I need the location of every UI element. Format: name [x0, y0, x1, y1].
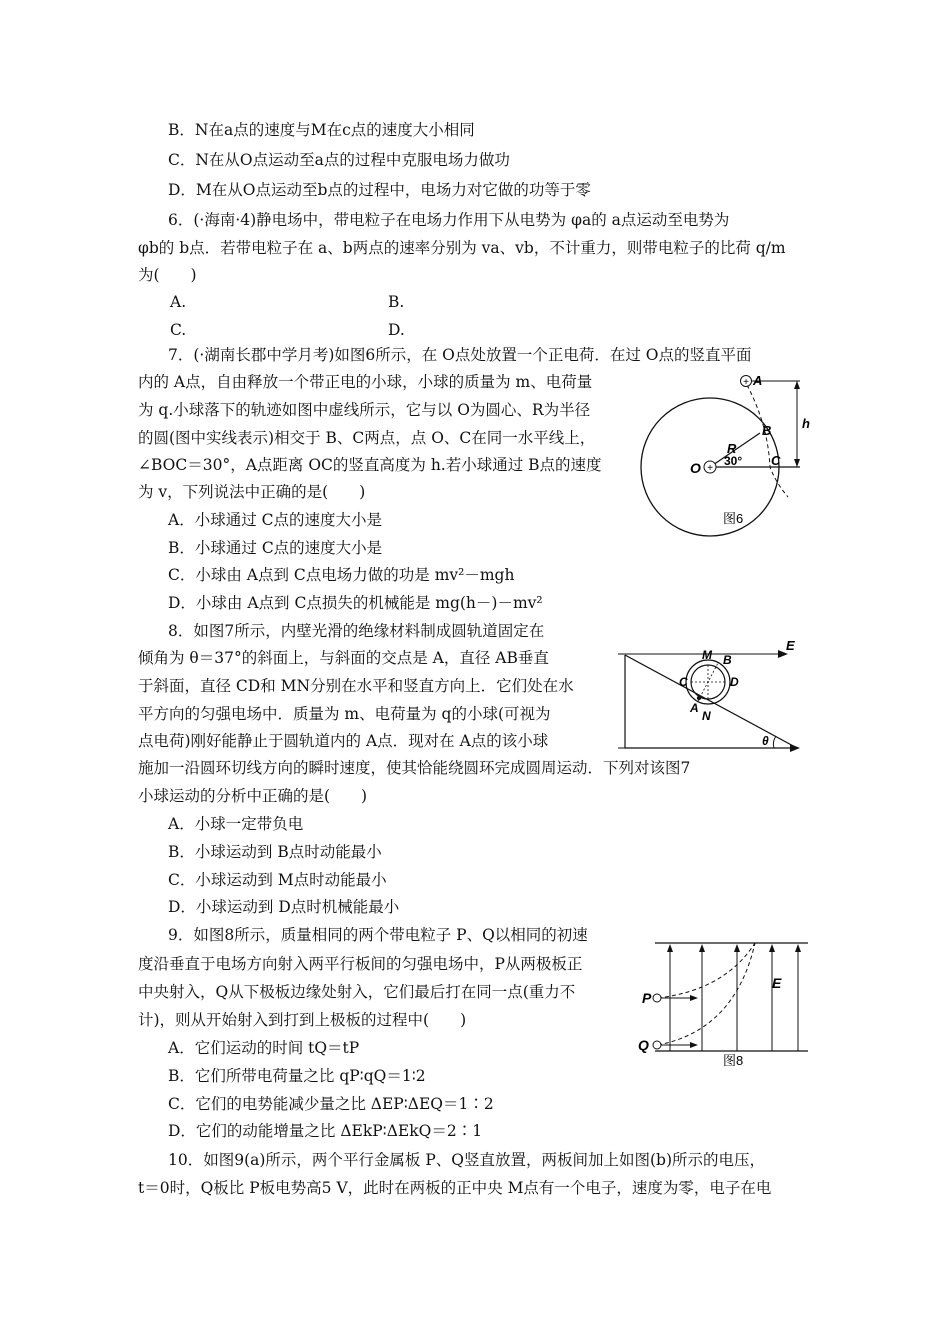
q7-stem-line-5: ∠BOC＝30°，A点距离 OC的竖直高度为 h.若小球通过 B点的速度	[138, 456, 602, 474]
q7-stem-line-6: 为 v，下列说法中正确的是( )	[138, 483, 366, 501]
figure-8-velocity-arrow-p	[690, 995, 698, 1001]
q7-stem-line-4: 的圆(图中实线表示)相交于 B、C两点，点 O、C在同一水平线上，	[138, 429, 596, 447]
q8-stem-line-7: 小球运动的分析中正确的是( )	[138, 787, 368, 805]
figure-6-plus-a: +	[743, 377, 749, 388]
figure-7-label-a: A	[690, 701, 699, 715]
q5-option-c: C．N在从O点运动至a点的过程中克服电场力做功	[168, 151, 510, 169]
figure-8-field-arrows	[667, 944, 801, 952]
q9-option-d: D．它们的动能增量之比 ΔEkP∶ΔEkQ＝2∶1	[168, 1122, 483, 1140]
figure-8-trajectory-q	[658, 943, 755, 1045]
figure-7-label-c: C	[679, 675, 688, 689]
q8-option-b: B．小球运动到 B点时动能最小	[168, 843, 382, 861]
q5-option-d: D．M在从O点运动至b点的过程中，电场力对它做的功等于零	[168, 181, 591, 199]
figure-6-label-r: R	[727, 441, 737, 456]
figure-8-caption: 图8	[723, 1053, 744, 1068]
q8-option-a: A．小球一定带负电	[168, 815, 304, 833]
q7-option-c: C．小球由 A点到 C点电场力做的功是 mv²－mgh	[168, 566, 515, 584]
figure-6-caption: 图6	[723, 511, 744, 526]
figure-6-label-c: C	[771, 453, 781, 468]
q6-stem-line-1: 6．(·海南·4)静电场中，带电粒子在电场力作用下从电势为 φa的 a点运动至电势为	[168, 211, 730, 229]
q8-stem-line-1: 8．如图7所示，内壁光滑的绝缘材料制成圆轨道固定在	[168, 622, 545, 640]
q7-stem-line-1: 7．(·湖南长郡中学月考)如图6所示，在 O点处放置一个正电荷．在过 O点的竖直平面	[168, 346, 752, 364]
q10-stem-line-1: 10．如图9(a)所示，两个平行金属板 P、Q竖直放置，两板间加上如图(b)所示的电压，	[168, 1151, 766, 1169]
q8-stem-line-5: 点电荷)刚好能静止于圆轨道内的 A点．现对在 A点的该小球	[138, 732, 549, 750]
q6-option-a: A.	[170, 293, 187, 311]
figure-8-label-q: Q	[638, 1037, 649, 1053]
figure-8	[630, 935, 815, 1070]
figure-8-field-lines	[670, 948, 798, 1051]
q8-option-c: C．小球运动到 M点时动能最小	[168, 871, 387, 889]
q9-stem-line-4: 计)，则从开始射入到打到上极板的过程中( )	[138, 1011, 467, 1029]
figure-7-label-n: N	[702, 709, 711, 723]
q8-stem-line-3: 于斜面，直径 CD和 MN分别在水平和竖直方向上．它们处在水	[138, 677, 574, 695]
figure-6	[640, 365, 820, 540]
figure-7-ball	[697, 696, 701, 700]
q7-option-b: B．小球通过 C点的速度大小是	[168, 539, 383, 557]
figure-6-label-b: B	[762, 423, 772, 438]
q6-stem-line-2: φb的 b点．若带电粒子在 a、b两点的速率分别为 va、vb，不计重力，则带电粒子的比荷 q/m	[138, 239, 786, 257]
figure-7-label-b: B	[723, 653, 732, 667]
q7-option-a: A．小球通过 C点的速度大小是	[168, 511, 382, 529]
q6-option-c: C.	[170, 321, 187, 339]
figure-7	[610, 640, 810, 755]
figure-8-particle-p	[653, 994, 661, 1002]
figure-6-arrow-up	[794, 381, 800, 389]
q9-stem-line-1: 9．如图8所示，质量相同的两个带电粒子 P、Q以相同的初速	[168, 926, 588, 944]
q7-stem-line-2: 内的 A点，自由释放一个带正电的小球，小球的质量为 m、电荷量	[138, 373, 593, 391]
q7-option-d: D．小球由 A点到 C点损失的机械能是 mg(h－)－mv²	[168, 594, 543, 612]
figure-7-label-m: M	[702, 648, 712, 662]
figure-6-label-a: A	[753, 373, 763, 388]
q10-stem-line-2: t＝0时，Q板比 P板电势高5 V，此时在两板的正中央 M点有一个电子，速度为零，电子在电	[138, 1179, 772, 1197]
q8-option-d: D．小球运动到 D点时机械能最小	[168, 898, 400, 916]
figure-6-trajectory	[747, 385, 788, 497]
q6-option-d: D.	[388, 321, 405, 339]
figure-6-label-o: O	[690, 460, 701, 476]
q8-stem-line-6: 施加一沿圆环切线方向的瞬时速度，使其恰能绕圆环完成圆周运动．下列对该图7	[138, 759, 691, 777]
figure-6-plus-o: +	[707, 463, 713, 474]
figure-7-label-d: D	[730, 675, 739, 689]
q9-option-b: B．它们所带电荷量之比 qP∶qQ＝1∶2	[168, 1067, 426, 1085]
q9-option-c: C．它们的电势能减少量之比 ΔEP∶ΔEQ＝1∶2	[168, 1095, 494, 1113]
figure-6-label-angle: 30°	[724, 454, 743, 468]
figure-8-label-p: P	[642, 990, 652, 1006]
q9-stem-line-3: 中央射入，Q从下极板边缘处射入，它们最后打在同一点(重力不	[138, 983, 576, 1001]
q6-stem-line-3: 为( )	[138, 266, 197, 284]
figure-6-label-h: h	[802, 416, 810, 431]
q8-stem-line-4: 平方向的匀强电场中．质量为 m、电荷量为 q的小球(可视为	[138, 705, 551, 723]
figure-7-angle-arc	[773, 736, 776, 748]
q6-option-b: B.	[388, 293, 405, 311]
figure-7-label-e: E	[786, 640, 795, 653]
figure-8-velocity-arrow-q	[690, 1042, 698, 1048]
figure-7-label-theta: θ	[762, 734, 769, 748]
figure-6-arrow-down	[794, 459, 800, 467]
figure-8-particle-q	[653, 1041, 661, 1049]
q9-option-a: A．它们运动的时间 tQ＝tP	[168, 1039, 360, 1057]
figure-7-incline	[625, 655, 797, 748]
q9-stem-line-2: 度沿垂直于电场方向射入两平行板间的匀强电场中，P从两极板正	[138, 955, 583, 973]
q7-stem-line-3: 为 q.小球落下的轨迹如图中虚线所示，它与以 O为圆心、R为半径	[138, 401, 591, 419]
q8-stem-line-2: 倾角为 θ＝37°的斜面上，与斜面的交点是 A，直径 AB垂直	[138, 649, 549, 667]
figure-8-label-e: E	[772, 975, 782, 991]
q5-option-b: B．N在a点的速度与M在c点的速度大小相同	[168, 121, 475, 139]
